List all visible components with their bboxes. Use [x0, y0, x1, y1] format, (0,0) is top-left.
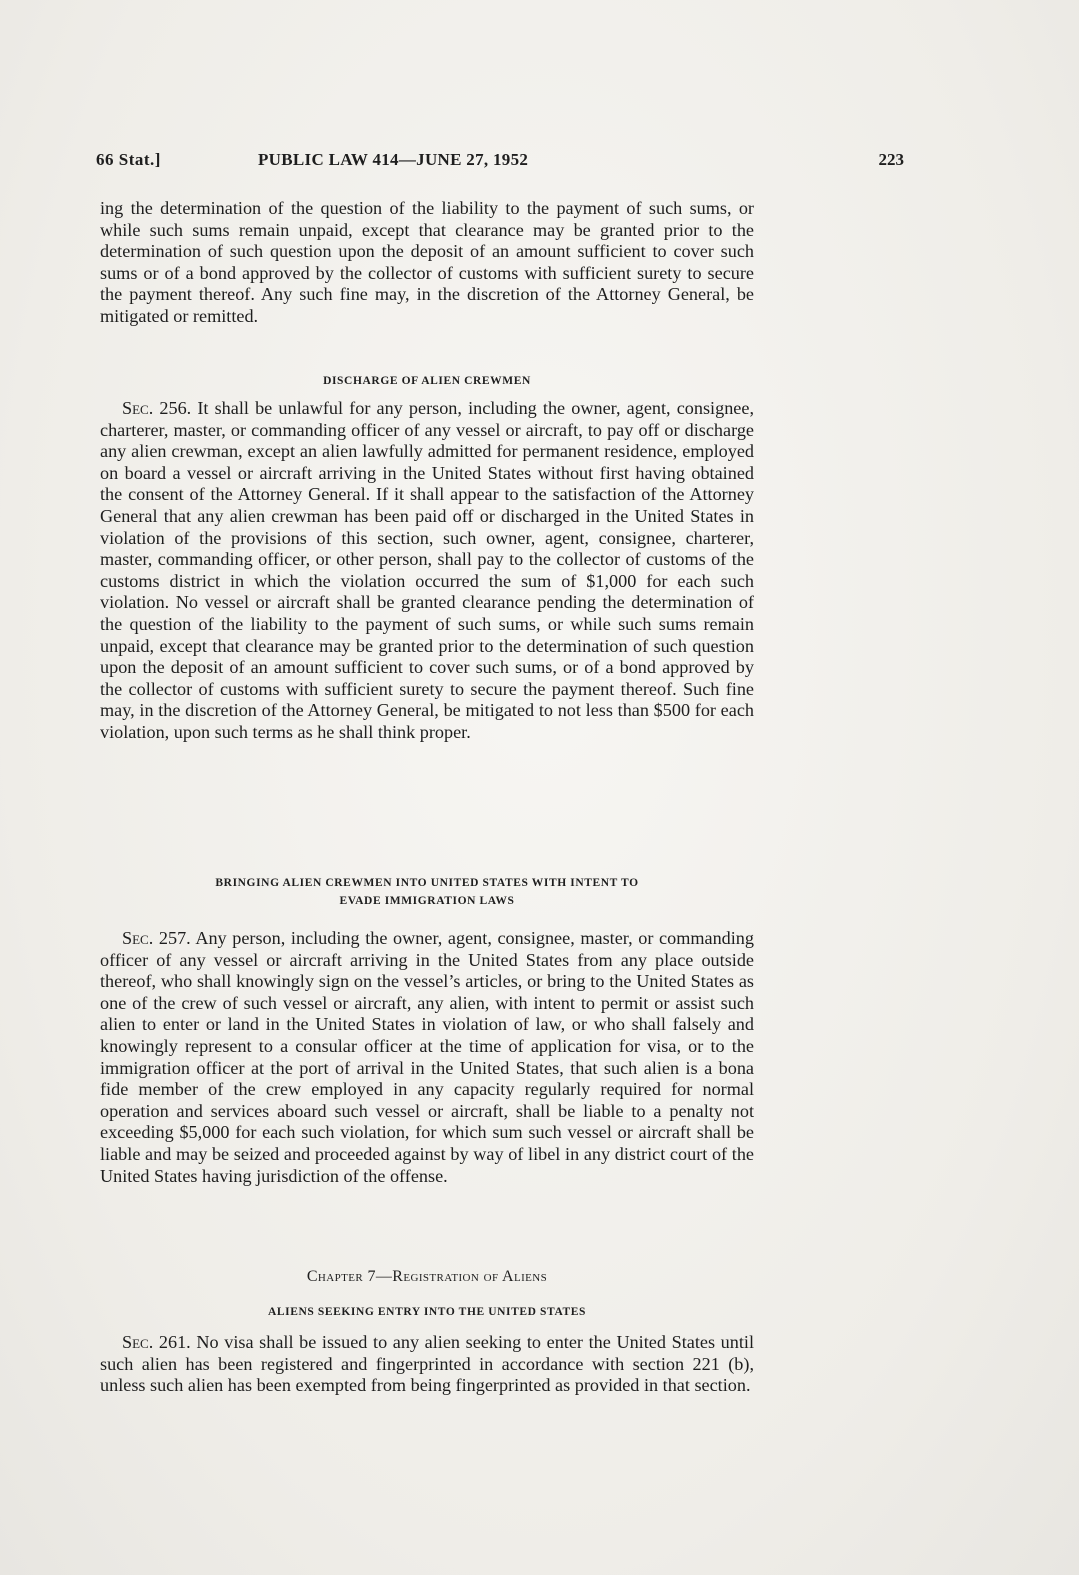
section-256-label: Sec. 256. — [122, 398, 192, 418]
heading-line-2: EVADE IMMIGRATION LAWS — [339, 895, 515, 907]
section-257-text: Any person, including the owner, agent, consignee, master, or commanding officer of any vessel or aircraft arriving in the United States from any place outside thereof, who shall knowingly sign on the vessel’s articles, or bring to the United States as one of the crew of such vessel or aircraft, any alien, with intent to permit or assist such alien to enter or land in the United States in violation of law, or who shall falsely and knowingly represent to a consular officer at the time of application for visa, or to the immigration officer at the port of arrival in the United States, that such alien is a bona fide member of the crew employed in any capacity regularly required for normal operation and services aboard such vessel or aircraft, shall be liable to a penalty not exceeding $5,000 for each such violation, for which sum such vessel or aircraft shall be liable and may be seized and proceeded against by way of libel in any district court of the United States having jurisdiction of the offense. — [100, 928, 754, 1186]
running-header — [96, 150, 904, 180]
paragraph-continuation: ing the determination of the question of the liability to the payment of such sums, or while such sums remain unpaid, except that clearance may be granted prior to the determination of such question upon the deposit of an amount sufficient to cover such sums or of a bond approved by the collector of customs with sufficient surety to secure the payment thereof. Any such fine may, in the discretion of the Attorney General, be mitigated or remitted. — [100, 198, 754, 326]
section-heading-aliens-seeking-entry: ALIENS SEEKING ENTRY INTO THE UNITED STATES — [267, 1306, 587, 1318]
section-heading-bringing — [100, 874, 754, 910]
section-heading-discharge: DISCHARGE OF ALIEN CREWMEN — [323, 375, 531, 387]
section-256-text: It shall be unlawful for any person, including the owner, agent, consignee, charterer, master, or commanding officer of any vessel or aircraft, to pay off or discharge any alien crewman, except an alien lawfully admitted for permanent residence, employed on board a vessel or aircraft arriving in the United States without first having obtained the consent of the Attorney General. If it shall appear to the satisfaction of the Attorney General that any alien crewman has been paid off or discharged in the United States in violation of the provisions of this section, such owner, agent, consignee, charterer, master, commanding officer, or other person, shall pay to the collector of customs of the customs district in which the violation occurred the sum of $1,000 for each such violation. No vessel or aircraft shall be granted clearance pending the determination of the question of the liability to the payment of such sums, or while such sums remain unpaid, except that clearance may be granted prior to the determination of such question upon the deposit of an amount sufficient to cover such sums, or of a bond approved by the collector of customs with sufficient surety to secure the payment thereof. Such fine may, in the discretion of the Attorney General, be mitigated to not less than $500 for each violation, upon such terms as he shall think proper. — [100, 398, 754, 742]
chapter-title — [100, 1268, 754, 1286]
section-256-paragraph — [100, 398, 754, 744]
section-261-text: No visa shall be issued to any alien seeking to enter the United States until such alien has been registered and fingerprinted in accordance with section 221 (b), unless such alien has been exempted from being fingerprinted as provided in that section. — [100, 1332, 754, 1396]
chapter-title-text: Chapter 7—Registration of Aliens — [306, 1268, 548, 1285]
section-261-label: Sec. 261. — [122, 1332, 191, 1352]
section-257-label: Sec. 257. — [122, 928, 191, 948]
section-257-paragraph — [100, 928, 754, 1187]
law-title: PUBLIC LAW 414—JUNE 27, 1952 — [258, 150, 529, 169]
statute-citation: 66 Stat.] — [96, 150, 161, 169]
heading-line-1: BRINGING ALIEN CREWMEN INTO UNITED STATES WITH INTENT TO — [215, 877, 639, 889]
page-number: 223 — [878, 150, 904, 169]
section-261-paragraph — [100, 1332, 754, 1397]
